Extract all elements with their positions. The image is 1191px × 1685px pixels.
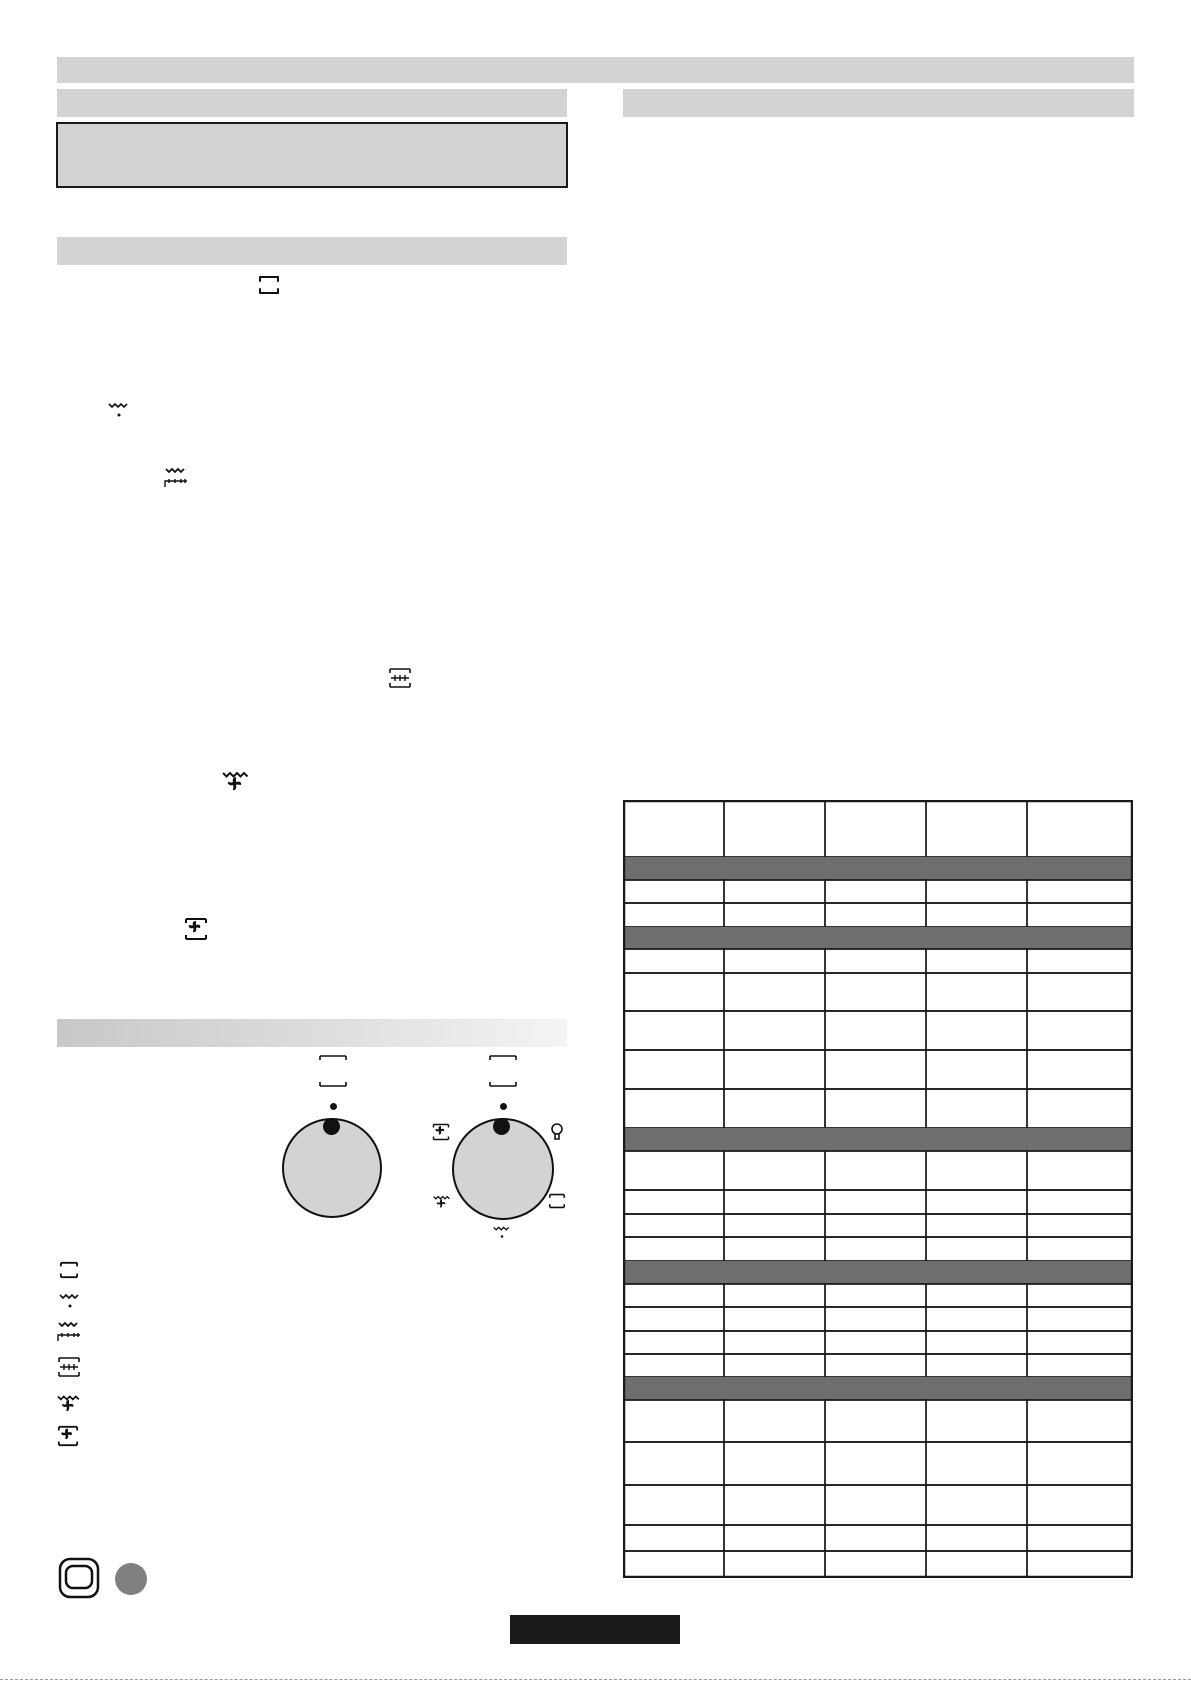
table-section-row [623, 1377, 1133, 1400]
legend-bottom-heater-icon [59, 1291, 81, 1309]
oven-badge-icon [58, 1557, 100, 1599]
page-marker-circle [115, 1563, 147, 1595]
warning-box [56, 122, 568, 188]
knob-index-dot-2 [500, 1103, 507, 1110]
legend-bottom-grill-icon [56, 1319, 82, 1343]
fan-bottom-heater-icon [222, 768, 250, 798]
bottom-cut-line [0, 1679, 1191, 1680]
knob-marker-icon-2 [488, 1054, 518, 1088]
right-section-bar [623, 89, 1134, 117]
conventional-oven-icon [548, 1193, 566, 1209]
cooking-table [623, 800, 1133, 1578]
table-background [623, 800, 1133, 1578]
page-header-bar [57, 57, 1134, 83]
thermostat-knob-pointer [323, 1118, 340, 1135]
legend-grill-icon [57, 1356, 81, 1378]
functions-section-bar [57, 237, 567, 265]
fan-oven-icon [432, 1123, 450, 1141]
table-section-row [623, 857, 1133, 880]
knob-marker-icon-1 [318, 1054, 348, 1088]
table-section-row [623, 1261, 1133, 1284]
grill-icon [388, 667, 412, 689]
footer-page-bar [510, 1615, 680, 1644]
warning-section-bar [57, 89, 567, 117]
function-selector-knob-pointer [493, 1118, 510, 1135]
fan-oven-icon [184, 917, 208, 941]
legend-conventional-oven-icon [58, 1261, 80, 1279]
legend-fan-oven-icon [57, 1425, 79, 1447]
legend-fan-bottom-heater-icon [57, 1392, 81, 1418]
controls-section-bar [57, 1019, 567, 1047]
fan-bottom-heater-icon [433, 1193, 451, 1213]
bottom-grill-icon [163, 465, 189, 489]
table-section-row [623, 927, 1133, 949]
table-section-row [623, 1128, 1133, 1151]
lamp-icon [549, 1122, 565, 1142]
bottom-heater-icon [108, 400, 130, 418]
conventional-oven-icon [258, 275, 280, 295]
bottom-heater-icon [492, 1224, 512, 1239]
knob-index-dot-1 [330, 1103, 337, 1110]
